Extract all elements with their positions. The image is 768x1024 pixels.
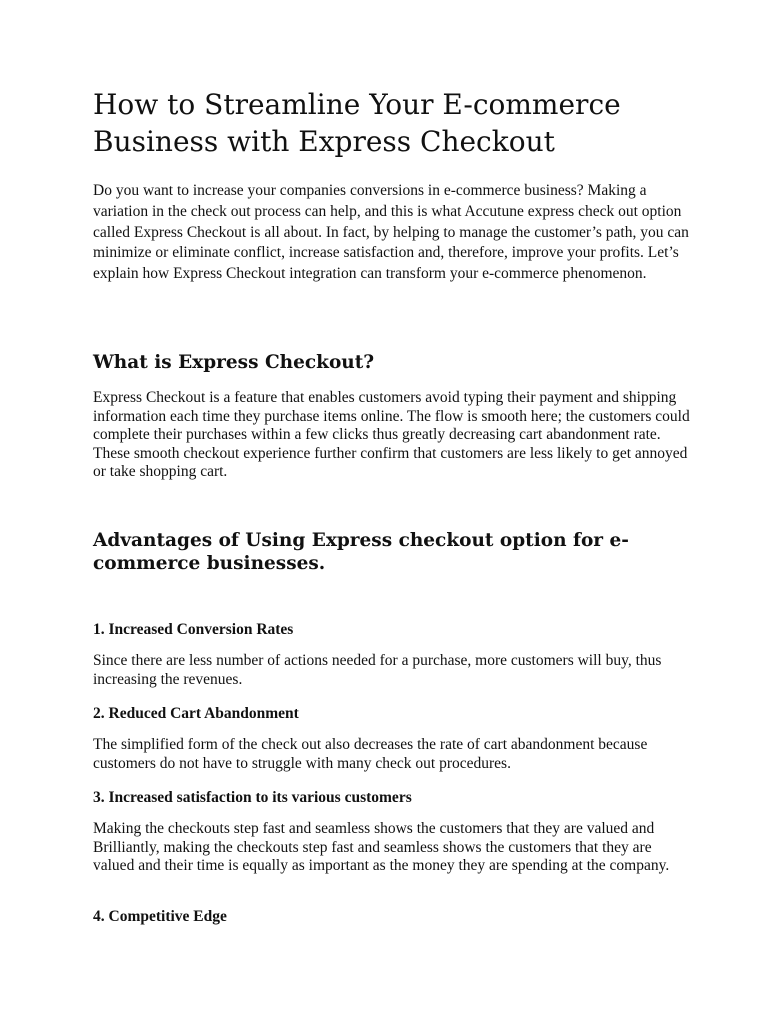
advantage-heading-1: 1. Increased Conversion Rates [93,621,294,638]
advantage-body-2: The simplified form of the check out also decreases the rate of cart abandonment because customers do not have to struggle with many check out procedures. [93,736,648,772]
intro-paragraph: Do you want to increase your companies conversions in e-commerce business? Making a variation in the check out process can help, and this is what Accutune express check out option called Express Checkout is all about. In fact, by helping to manage the customer’s path, you can minimize or eliminate conflict, increase satisfaction and, therefore, improve your profits. Let’s explain how Express Checkout integration can transform your e-commerce phenomenon. [93,182,689,283]
advantage-body-1: Since there are less number of actions needed for a purchase, more customers will buy, thus increasing the revenues. [93,652,662,688]
advantage-body-3: Making the checkouts step fast and seamless shows the customers that they are valued and Brilliantly, making the checkouts step fast and seamless shows the customers that they are valued and their time is equally as important as the money they are spending at the company. [93,820,670,874]
advantage-heading-2: 2. Reduced Cart Abandonment [93,705,299,722]
document-title: How to Streamline Your E-commerce Business with Express Checkout [93,88,621,158]
section-body-what-is: Express Checkout is a feature that enables customers avoid typing their payment and shipping information each time they purchase items online. The flow is smooth here; the customers could complete their purchases within a few clicks thus greatly decreasing cart abandonment rate. These smooth checkout experience further confirm that customers are less likely to get annoyed or take shopping cart. [93,389,690,480]
advantage-heading-3: 3. Increased satisfaction to its various customers [93,789,412,806]
advantage-heading-4: 4. Competitive Edge [93,908,227,925]
section-heading-advantages: Advantages of Using Express checkout option for e-commerce businesses. [93,530,629,574]
section-heading-what-is: What is Express Checkout? [93,352,375,373]
